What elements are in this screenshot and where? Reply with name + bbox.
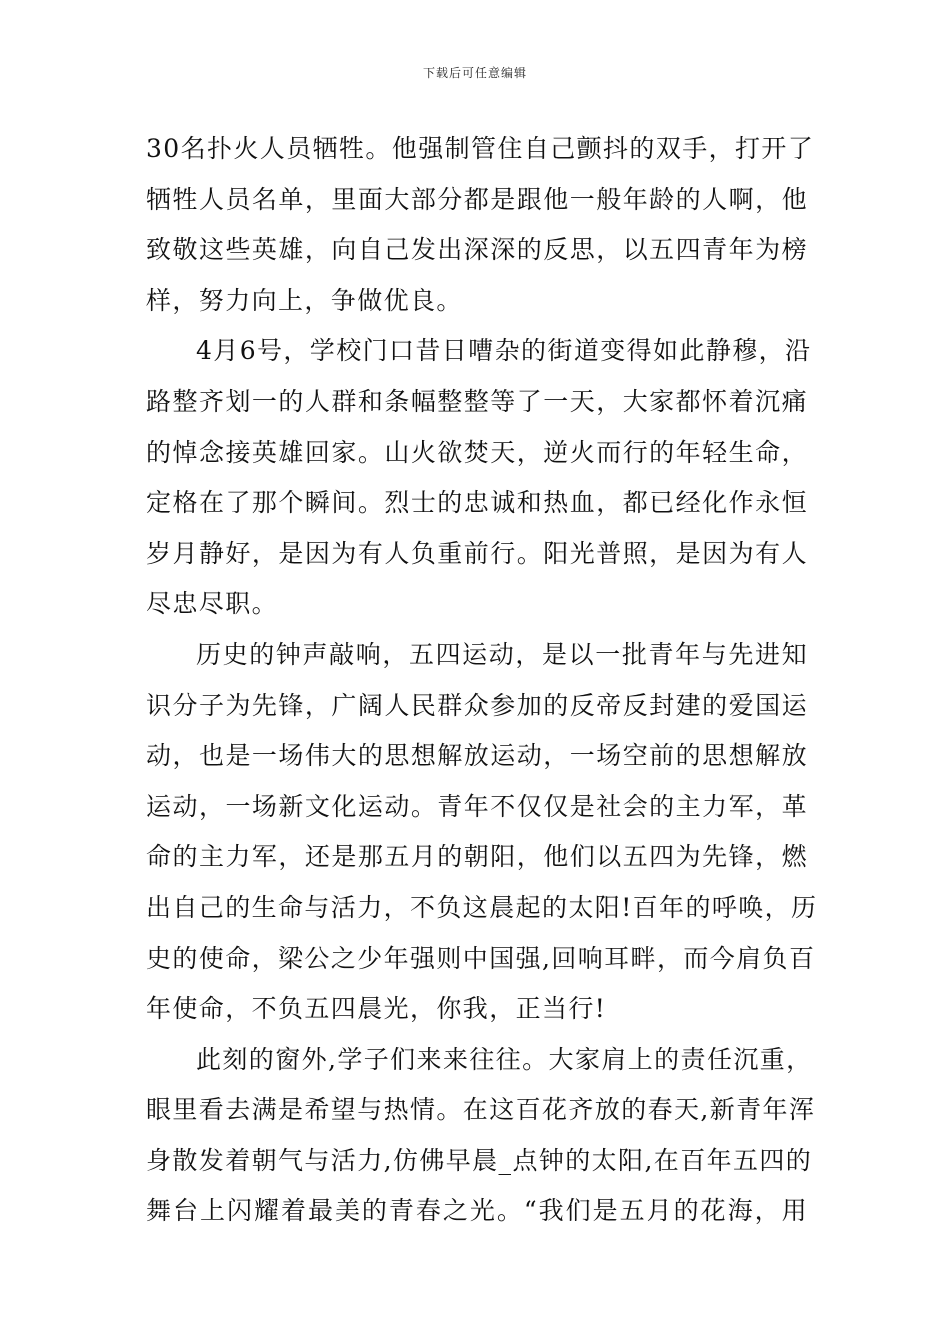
text-line: 样，努力向上，争做优良。 [146,285,463,315]
text-line: 30名扑火人员牺牲。他强制管住自己颤抖的双手，打开了 [146,134,815,163]
text-line: 路整齐划一的人群和条幅整整等了一天，大家都怀着沉痛 [146,386,808,416]
page-header-note: 下载后可任意编辑 [422,66,527,80]
text-line: 运动，一场新文化运动。青年不仅仅是社会的主力军，革 [146,791,808,821]
paragraph-start-line: 4月6号，学校门口昔日嘈杂的街道变得如此静穆，沿 [196,336,812,366]
text-line: 命的主力军，还是那五月的朝阳，他们以五四为先锋，燃 [146,842,808,872]
paragraph-start-line: 此刻的窗外,学子们来来往往。大家肩上的责任沉重， [196,1044,813,1074]
text-line: 动，也是一场伟大的思想解放运动，一场空前的思想解放 [146,741,808,771]
text-line: 眼里看去满是希望与热情。在这百花齐放的春天,新青年浑 [146,1095,816,1125]
text-line: 身散发着朝气与活力,仿佛早晨_点钟的太阳,在百年五四的 [146,1145,813,1175]
document-body [146,124,818,1237]
text-line: 岁月静好，是因为有人负重前行。阳光普照，是因为有人 [146,538,808,568]
text-line: 史的使命，梁公之少年强则中国强,回响耳畔，而今肩负百 [146,943,816,973]
text-line: 的悼念接英雄回家。山火欲焚天，逆火而行的年轻生命， [146,437,808,467]
text-line: 年使命，不负五四晨光，你我，正当行! [146,994,607,1024]
text-line: 牺牲人员名单，里面大部分都是跟他一般年龄的人啊，他 [146,184,808,214]
paragraph-start-line: 历史的钟声敲响，五四运动，是以一批青年与先进知 [196,639,808,669]
text-line: 识分子为先锋，广阔人民群众参加的反帝反封建的爱国运 [146,690,808,720]
text-line: 定格在了那个瞬间。烈士的忠诚和热血，都已经化作永恒 [146,488,808,518]
text-line: 致敬这些英雄，向自己发出深深的反思，以五四青年为榜 [146,235,808,265]
text-line: 尽忠尽职。 [146,589,279,619]
text-line: 出自己的生命与活力，不负这晨起的太阳!百年的呼唤，历 [146,892,818,922]
text-line: 舞台上闪耀着最美的青春之光。“我们是五月的花海，用 [146,1196,808,1226]
